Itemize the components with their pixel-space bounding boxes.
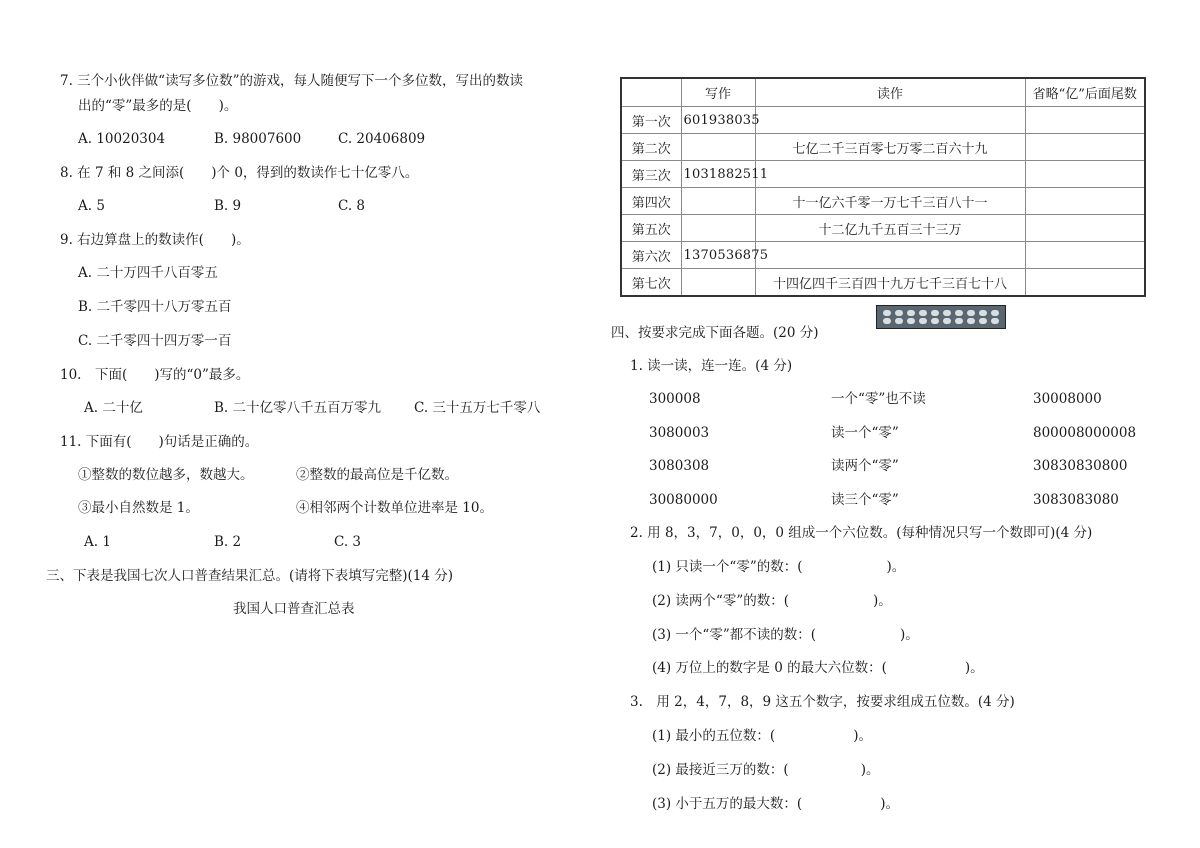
row-label: 第三次 bbox=[621, 161, 681, 188]
question-10-option-c[interactable]: C. 三十五万七千零八 bbox=[414, 400, 541, 416]
row-label: 第五次 bbox=[621, 215, 681, 242]
cell-write[interactable] bbox=[681, 188, 755, 215]
row-label: 第一次 bbox=[621, 107, 681, 134]
question-9-option-b[interactable]: B. 二千零四十八万零五百 bbox=[78, 299, 232, 315]
table-row bbox=[621, 188, 1145, 215]
cell-approx[interactable] bbox=[1025, 107, 1145, 134]
question-11-statement-2: ②整数的最高位是千亿数。 bbox=[296, 467, 458, 483]
item-end: )。 bbox=[853, 728, 872, 744]
cell-write[interactable] bbox=[681, 269, 755, 297]
table-title: 我国人口普查汇总表 bbox=[233, 601, 355, 617]
question-r3-item-1 bbox=[652, 727, 872, 745]
header-blank bbox=[621, 78, 681, 107]
cell-approx[interactable] bbox=[1025, 215, 1145, 242]
question-7-option-b[interactable]: B. 98007600 bbox=[214, 131, 302, 147]
item-text: (1) 只读一个“零”的数：( bbox=[652, 559, 803, 575]
row-label: 第六次 bbox=[621, 242, 681, 269]
question-r2-item-2 bbox=[652, 592, 892, 610]
question-r2-item-4 bbox=[652, 659, 984, 677]
match-left-2[interactable]: 3080003 bbox=[649, 425, 710, 441]
question-9-option-a[interactable]: A. 二十万四千八百零五 bbox=[78, 265, 218, 281]
header-write: 写作 bbox=[681, 78, 755, 107]
header-approx: 省略“亿”后面尾数 bbox=[1025, 78, 1145, 107]
row-label: 第七次 bbox=[621, 269, 681, 297]
item-text: (2) 最接近三万的数：( bbox=[652, 762, 789, 778]
abacus-image bbox=[876, 305, 1006, 329]
question-9-option-c[interactable]: C. 二千零四十四万零一百 bbox=[78, 333, 232, 349]
match-right-1[interactable]: 30008000 bbox=[1033, 391, 1102, 407]
item-end: )。 bbox=[860, 762, 880, 778]
cell-approx[interactable] bbox=[1025, 269, 1145, 297]
table-row bbox=[621, 107, 1145, 134]
cell-write[interactable]: 601938035 bbox=[681, 107, 755, 134]
cell-read[interactable]: 十一亿六千零一万七千三百八十一 bbox=[755, 188, 1025, 215]
item-text: (3) 小于五万的最大数：( bbox=[652, 796, 803, 812]
question-r3-stem: 3. 用 2，4，7，8，9 这五个数字，按要求组成五位数。(4 分) bbox=[630, 694, 1015, 710]
item-text: (2) 读两个“零”的数：( bbox=[652, 593, 789, 609]
question-10-option-b[interactable]: B. 二十亿零八千五百万零九 bbox=[214, 400, 382, 416]
question-11-statement-3: ③最小自然数是 1。 bbox=[78, 500, 199, 516]
match-right-2[interactable]: 800008000008 bbox=[1033, 425, 1137, 441]
cell-approx[interactable] bbox=[1025, 242, 1145, 269]
table-header-row bbox=[621, 78, 1145, 107]
question-11-stem: 11. 下面有( )句话是正确的。 bbox=[60, 434, 259, 450]
match-mid-1[interactable]: 一个“零”也不读 bbox=[831, 391, 926, 407]
question-7-line2: 出的“零”最多的是( )。 bbox=[78, 98, 238, 114]
item-end: )。 bbox=[880, 796, 899, 812]
cell-approx[interactable] bbox=[1025, 188, 1145, 215]
question-r2-item-3 bbox=[652, 626, 919, 644]
section-3-heading: 三、下表是我国七次人口普查结果汇总。(请将下表填写完整)(14 分) bbox=[46, 568, 454, 584]
question-r3-item-3 bbox=[652, 795, 899, 813]
cell-read[interactable]: 十二亿九千五百三十三万 bbox=[755, 215, 1025, 242]
question-10-option-a[interactable]: A. 二十亿 bbox=[84, 400, 143, 416]
cell-write[interactable] bbox=[681, 134, 755, 161]
row-label: 第四次 bbox=[621, 188, 681, 215]
table-row bbox=[621, 215, 1145, 242]
question-r2-stem: 2. 用 8，3，7，0，0，0 组成一个六位数。(每种情况只写一个数即可)(4 分) bbox=[630, 525, 1093, 541]
match-mid-3[interactable]: 读两个“零” bbox=[831, 458, 899, 474]
match-left-1[interactable]: 300008 bbox=[649, 391, 701, 407]
cell-read[interactable] bbox=[755, 242, 1025, 269]
match-mid-4[interactable]: 读三个“零” bbox=[831, 492, 899, 508]
question-8-option-c[interactable]: C. 8 bbox=[338, 198, 366, 214]
cell-approx[interactable] bbox=[1025, 134, 1145, 161]
item-text: (4) 万位上的数字是 0 的最大六位数：( bbox=[652, 660, 887, 676]
item-end: )。 bbox=[872, 593, 892, 609]
item-text: (1) 最小的五位数：( bbox=[652, 728, 776, 744]
question-11-option-c[interactable]: C. 3 bbox=[334, 534, 362, 550]
question-9-stem: 9. 右边算盘上的数读作( )。 bbox=[60, 232, 250, 248]
cell-read[interactable] bbox=[755, 107, 1025, 134]
question-8-stem: 8. 在 7 和 8 之间添( )个 0，得到的数读作七十亿零八。 bbox=[60, 165, 419, 181]
row-label: 第二次 bbox=[621, 134, 681, 161]
match-mid-2[interactable]: 读一个“零” bbox=[831, 425, 899, 441]
question-11-option-a[interactable]: A. 1 bbox=[84, 534, 111, 550]
question-10-stem: 10. 下面( )写的“0”最多。 bbox=[60, 367, 250, 383]
item-end: )。 bbox=[899, 627, 919, 643]
census-table bbox=[620, 77, 1146, 297]
match-right-4[interactable]: 3083083080 bbox=[1033, 492, 1119, 508]
cell-write[interactable] bbox=[681, 215, 755, 242]
cell-read[interactable] bbox=[755, 161, 1025, 188]
question-11-statement-1: ①整数的数位越多，数越大。 bbox=[78, 467, 254, 483]
match-right-3[interactable]: 30830830800 bbox=[1033, 458, 1128, 474]
question-7-option-c[interactable]: C. 20406809 bbox=[338, 131, 426, 147]
item-end: )。 bbox=[886, 559, 906, 575]
cell-read[interactable]: 七亿二千三百零七万零二百六十九 bbox=[755, 134, 1025, 161]
section-4-heading: 四、按要求完成下面各题。(20 分) bbox=[611, 325, 819, 341]
question-11-option-b[interactable]: B. 2 bbox=[214, 534, 242, 550]
item-end: )。 bbox=[964, 660, 984, 676]
table-row bbox=[621, 242, 1145, 269]
question-8-option-b[interactable]: B. 9 bbox=[214, 198, 242, 214]
cell-write[interactable]: 1031882511 bbox=[681, 161, 755, 188]
question-8-option-a[interactable]: A. 5 bbox=[78, 198, 105, 214]
question-r1-stem: 1. 读一读，连一连。(4 分) bbox=[630, 358, 793, 374]
header-read: 读作 bbox=[755, 78, 1025, 107]
question-7-option-a[interactable]: A. 10020304 bbox=[78, 131, 166, 147]
match-left-4[interactable]: 30080000 bbox=[649, 492, 718, 508]
question-11-statement-4: ④相邻两个计数单位进率是 10。 bbox=[296, 500, 493, 516]
question-r2-item-1 bbox=[652, 558, 905, 576]
table-row bbox=[621, 134, 1145, 161]
table-row bbox=[621, 269, 1145, 297]
question-r3-item-2 bbox=[652, 761, 879, 779]
match-left-3[interactable]: 3080308 bbox=[649, 458, 710, 474]
item-text: (3) 一个“零”都不读的数：( bbox=[652, 627, 816, 643]
question-7-line1: 7. 三个小伙伴做“读写多位数”的游戏，每人随便写下一个多位数，写出的数读 bbox=[60, 73, 523, 89]
cell-write[interactable]: 1370536875 bbox=[681, 242, 755, 269]
cell-approx[interactable] bbox=[1025, 161, 1145, 188]
cell-read[interactable]: 十四亿四千三百四十九万七千三百七十八 bbox=[755, 269, 1025, 297]
table-row bbox=[621, 161, 1145, 188]
